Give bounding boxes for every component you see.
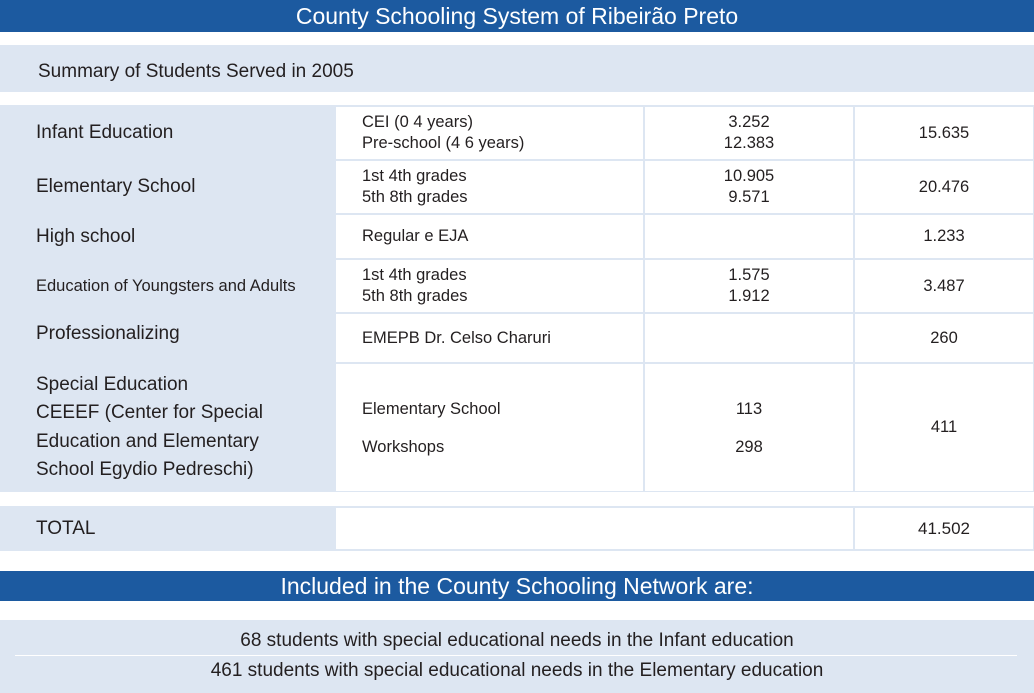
sub-value: 9.571 [728, 188, 770, 206]
sub-value: 1.912 [728, 287, 770, 305]
row-sub-cell [336, 161, 643, 213]
total-value: 41.502 [855, 508, 1033, 549]
row-values-cell [645, 215, 853, 258]
row-sub-cell [336, 364, 643, 491]
row-sub-cell [336, 215, 643, 258]
row-values-cell [645, 260, 853, 312]
row-values-cell [645, 107, 853, 159]
total-empty-cell [336, 508, 853, 549]
sub-value: 1.575 [728, 266, 770, 284]
row-total: 3.487 [855, 260, 1033, 312]
sub-item: 5th 8th grades [362, 188, 468, 206]
row-total: 15.635 [855, 107, 1033, 159]
note-line: 68 students with special educational needs in the Infant education [240, 630, 794, 651]
row-total: 1.233 [855, 215, 1033, 258]
sub-value: 298 [735, 437, 763, 456]
label-line: CEEEF (Center for Special [36, 402, 264, 423]
row-sub-cell [336, 107, 643, 159]
row-label: Infant Education [13, 107, 335, 159]
sub-item: Workshops [362, 437, 445, 456]
total-row [0, 506, 1034, 551]
summary-panel [0, 45, 1034, 92]
row-total: 20.476 [855, 161, 1033, 213]
sub-item: 5th 8th grades [362, 287, 468, 305]
notes-panel [0, 620, 1034, 693]
notes-divider [15, 655, 1017, 656]
sub-item: Regular e EJA [362, 227, 469, 245]
row-total: 260 [855, 314, 1033, 362]
row-sub-cell [336, 314, 643, 362]
row-total: 411 [855, 364, 1033, 491]
sub-item: 1st 4th grades [362, 266, 467, 284]
label-line: School Egydio Pedreschi) [36, 459, 254, 480]
row-label: High school [13, 215, 335, 258]
students-table [0, 105, 1034, 492]
row-label: Education of Youngsters and Adults [13, 260, 335, 312]
row-label: Professionalizing [13, 314, 335, 362]
note-line: 461 students with special educational needs in the Elementary education [210, 660, 824, 681]
sub-item: EMEPB Dr. Celso Charuri [362, 328, 551, 347]
sub-item: Pre-school (4 6 years) [362, 134, 525, 152]
row-values-cell [645, 314, 853, 362]
row-sub-cell [336, 260, 643, 312]
summary-title: Summary of Students Served in 2005 [38, 61, 354, 82]
label-line: Special Education [36, 373, 189, 395]
row-label: Elementary School [13, 161, 335, 213]
sub-value: 12.383 [723, 134, 775, 152]
sub-item: 1st 4th grades [362, 167, 467, 185]
label-line: Education and Elementary [36, 430, 259, 452]
sub-value: 113 [735, 399, 763, 418]
page-title: County Schooling System of Ribeirão Preto [295, 2, 739, 29]
sub-item: CEI (0 4 years) [362, 113, 473, 131]
sub-item: Elementary School [362, 399, 501, 418]
row-values-cell [645, 364, 853, 491]
title-banner [0, 0, 1034, 32]
included-title: Included in the County Schooling Network are: [280, 572, 754, 599]
sub-value: 3.252 [728, 113, 770, 131]
included-banner [0, 571, 1034, 601]
row-values-cell [645, 161, 853, 213]
row-label-special [13, 364, 335, 491]
total-label: TOTAL [13, 506, 335, 551]
sub-value: 10.905 [723, 167, 775, 185]
